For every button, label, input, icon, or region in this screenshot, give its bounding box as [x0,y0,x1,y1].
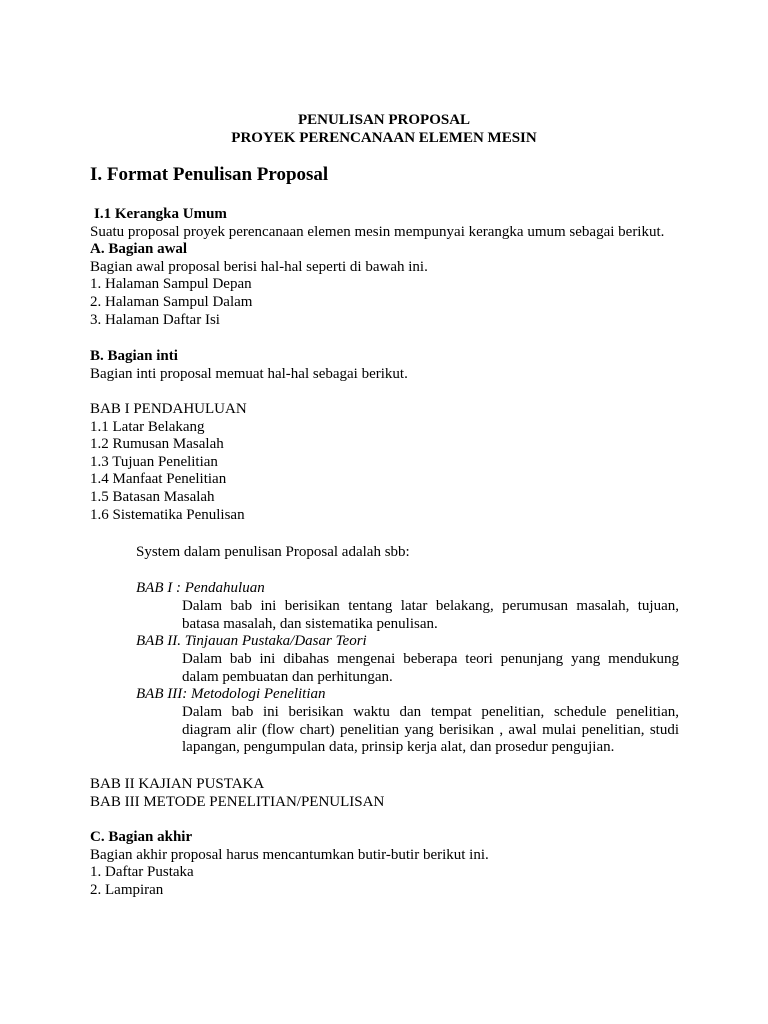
bagian-akhir-block [90,829,680,899]
description-line: Dalam bab ini berisikan waktu dan tempat penelitian, schedule penelitian, [182,704,679,720]
bagian-akhir-intro: Bagian akhir proposal harus mencantumkan butir-butir berikut ini. [90,846,489,863]
kerangka-heading: I.1 Kerangka Umum [94,206,227,222]
bab1-item: 1.5 Batasan Masalah [90,488,215,505]
bagian-akhir-heading: C. Bagian akhir [90,829,193,845]
bab3-title: BAB III METODE PENELITIAN/PENULISAN [90,793,385,810]
bagian-akhir-item: 2. Lampiran [90,881,164,898]
bagian-inti-heading: B. Bagian inti [90,348,178,364]
system-bab2-description [182,651,679,686]
bab-list [90,776,680,811]
bagian-awal-item: 3. Halaman Daftar Isi [90,311,220,328]
bagian-inti-intro: Bagian inti proposal memuat hal-hal sebagai berikut. [90,365,408,382]
bagian-awal-intro: Bagian awal proposal berisi hal-hal seperti di bawah ini. [90,258,428,275]
description-line: Dalam bab ini berisikan tentang latar belakang, perumusan masalah, tujuan, [182,598,679,614]
bab1-item: 1.6 Sistematika Penulisan [90,506,245,523]
bagian-awal-heading: A. Bagian awal [90,241,188,258]
bab1-item: 1.2 Rumusan Masalah [90,436,224,453]
system-bab1-title: BAB I : Pendahuluan [136,580,265,596]
description-line: lapangan, pengumpulan data, prinsip kerja alat, dan prosedur pengujian. [182,739,615,756]
bagian-awal-item: 2. Halaman Sampul Dalam [90,293,253,310]
bagian-awal-item: 1. Halaman Sampul Depan [90,276,252,293]
kerangka-intro: Suatu proposal proyek perencanaan elemen mesin mempunyai kerangka umum sebagai berikut. [90,223,665,240]
document-title-line-2: PROYEK PERENCANAAN ELEMEN MESIN [231,130,537,146]
system-bab3-title: BAB III: Metodologi Penelitian [136,686,326,702]
bab1-item: 1.1 Latar Belakang [90,418,205,435]
kerangka-block [90,206,680,329]
section-heading: I. Format Penulisan Proposal [90,164,329,185]
description-line: dalam pembuatan dan perhitungan. [182,668,393,685]
description-line: diagram alir (flow chart) penelitian yang berisikan , awal mulai penelitian, studi [182,721,679,738]
bab1-item: 1.3 Tujuan Penelitian [90,453,218,470]
bab1-title: BAB I PENDAHULUAN [90,401,247,417]
system-bab3-description [182,704,679,757]
document-title-line-1: PENULISAN PROPOSAL [297,112,471,128]
system-intro: System dalam penulisan Proposal adalah sbb: [136,544,410,560]
system-bab1-description [182,598,679,633]
bab1-item: 1.4 Manfaat Penelitian [90,471,227,488]
system-bab2-title: BAB II. Tinjauan Pustaka/Dasar Teori [136,633,367,649]
description-line: batasa masalah, dan sistematika penulisan. [182,615,438,632]
bab2-title: BAB II KAJIAN PUSTAKA [90,776,265,792]
bagian-akhir-item: 1. Daftar Pustaka [90,864,194,881]
bagian-inti-block [90,348,680,383]
bab1-outline [90,401,680,524]
description-line: Dalam bab ini dibahas mengenai beberapa teori penunjang yang mendukung [182,651,679,667]
